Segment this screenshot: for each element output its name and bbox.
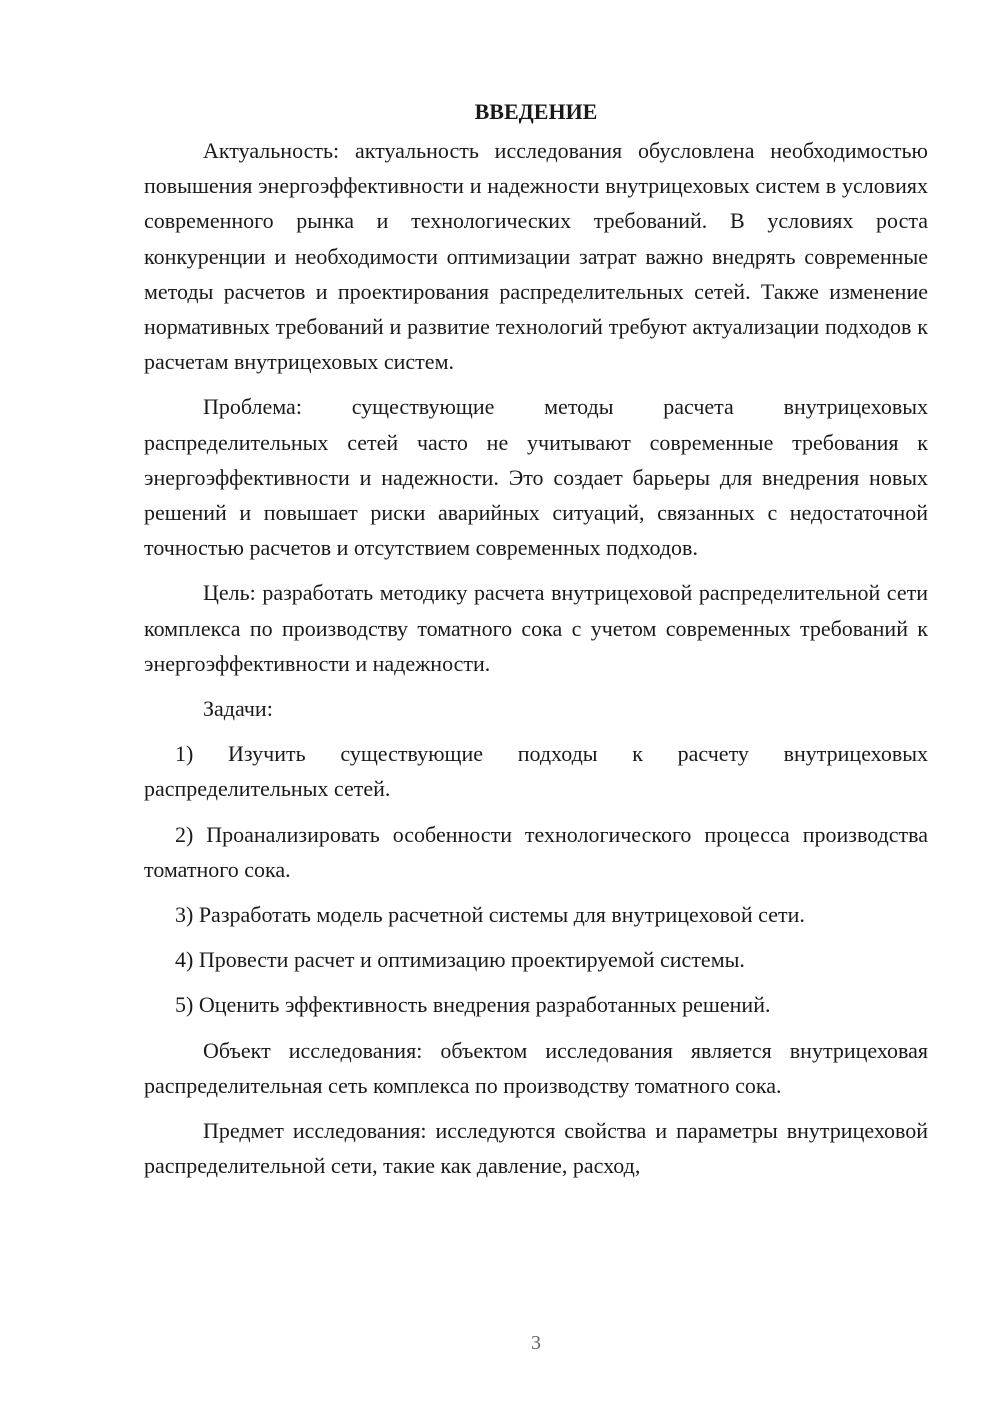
problem-paragraph: Проблема: существующие методы расчета внутрицеховых распределительных сетей часто не учитывают современные требования к энергоэффективности и надежности. Это создает барьеры для внедрения новых решений и повышает риски аварийных ситуаций, связанных с недостаточной точностью расчетов и отсутствием современных подходов.	[144, 394, 928, 561]
task-item-3: 3) Разработать модель расчетной системы для внутрицеховой сети.	[175, 902, 805, 928]
relevance-paragraph: Актуальность: актуальность исследования обусловлена необходимостью повышения энергоэффективности и надежности внутрицеховых систем в условиях современного рынка и технологических требований. В условиях роста конкуренции и необходимости оптимизации затрат важно внедрять современные методы расчетов и проектирования распределительных сетей. Также изменение нормативных требований и развитие технологий требуют актуализации подходов к расчетам внутрицеховых систем.	[144, 138, 928, 375]
object-paragraph: Объект исследования: объектом исследования является внутрицеховая распределительная сеть комплекса по производству томатного сока.	[144, 1037, 928, 1098]
subject-paragraph: Предмет исследования: исследуются свойства и параметры внутрицеховой распределительной сети, такие как давление, расход,	[144, 1118, 928, 1179]
task-item-2: 2) Проанализировать особенности технологического процесса производства томатного сока.	[144, 821, 928, 882]
document-page	[144, 94, 928, 1183]
section-title: ВВЕДЕНИЕ	[474, 99, 598, 124]
tasks-heading: Задачи:	[203, 696, 273, 722]
task-item-1: 1) Изучить существующие подходы к расчету внутрицеховых распределительных сетей.	[144, 741, 928, 802]
task-item-4: 4) Провести расчет и оптимизацию проектируемой системы.	[175, 947, 745, 973]
task-item-5: 5) Оценить эффективность внедрения разработанных решений.	[175, 992, 771, 1018]
goal-paragraph: Цель: разработать методику расчета внутрицеховой распределительной сети комплекса по производству томатного сока с учетом современных требований к энергоэффективности и надежности.	[144, 580, 928, 676]
page-number: 3	[531, 1332, 541, 1354]
